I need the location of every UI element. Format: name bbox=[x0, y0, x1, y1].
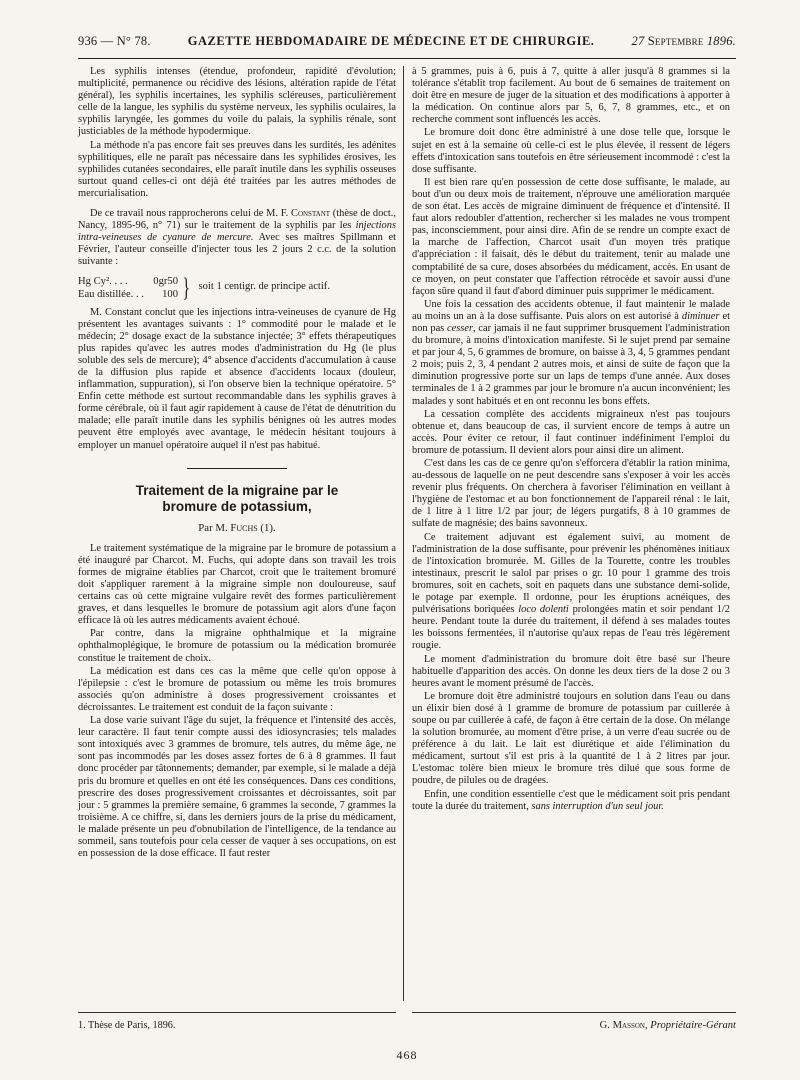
paragraph: Le bromure doit donc être administré à une dose telle que, lorsque le sujet en est à la semaine où celle-ci est le plus élevée, il ressent de légers effets d'intoxication sans toutefois en être sérieusement incommodé : c'est la dose suffisante. bbox=[412, 127, 730, 175]
footnote-rule bbox=[78, 1012, 396, 1013]
date-day: 27 bbox=[631, 34, 645, 48]
date-year: 1896. bbox=[706, 34, 736, 48]
text-run: (thèse de doct., Nancy, 1895-96, n° 71) sur le traitement de la syphilis par les bbox=[78, 208, 396, 232]
byline bbox=[78, 522, 396, 534]
brace-glyph: } bbox=[182, 272, 190, 302]
paragraph: La dose varie suivant l'âge du sujet, la fréquence et l'intensité des accès, leur caractère. Il faut tenir compte aussi des idiosyncrasies; tels malades sont intoxiqués avec 3 grammes de bromure, tels autres, du même âge, ne sont pas incommodés par les doses assez fortes de 6 à 8 grammes. Il faut donc procéder par tâtonnements; demander, par exemple, si le malade a déjà pris du bromure et quelles en ont été les conséquences. Dans ces conditions, prescrire des doses progressivement croissantes et décroissantes, soit par jour : 5 grammes la première semaine, 6 grammes la seconde, 7 grammes la troisième. A ce chiffre, si, dans les derniers jours de la prise du médicament, le malade présente un peu d'obnubilation de l'intelligence, de la tendance au sommeil, sans toutefois pour cela cesser de vaquer à ses occupations, on est en possession de la dose efficace. Il faut rester bbox=[78, 715, 396, 860]
issue-date bbox=[632, 34, 736, 49]
paragraph bbox=[412, 299, 730, 408]
italic-run: diminuer bbox=[681, 310, 720, 322]
publisher-signature bbox=[412, 1020, 736, 1031]
section-title-line: Traitement de la migraine par le bbox=[135, 482, 339, 498]
text-run: De ce travail nous rapprocherons celui de M. F. bbox=[90, 208, 292, 220]
journal-title: GAZETTE HEBDOMADAIRE DE MÉDECINE ET DE CHIRURGIE. bbox=[187, 34, 595, 48]
text-run: , car jamais il ne faut supprimer brusquement l'administration du bromure, à moins d'intoxication manifeste. Si le sujet prend par semaine et par jour 4, 5, 6 grammes de bromure, on baisse à 3, 4, 5 grammes pendant 2 mois; puis 2, 3, 4 pendant 2 autres mois, et ainsi de suite de façon que la diminution progressive porte sur un laps de temps d'une année. Aux doses terminales de 1 à 2 grammes par jour le bromure n'a aucun inconvénient; les malades y sont habitués et en ont reconnu les bons effets. bbox=[412, 322, 730, 407]
italic-run: cesser bbox=[447, 322, 473, 334]
signature-rule bbox=[412, 1012, 736, 1013]
italic-run: loco dolenti bbox=[518, 604, 569, 616]
section-separator bbox=[187, 468, 287, 469]
text-run: Une fois la cessation des accidents obtenue, il faut maintenir le malade au moins un an à la dose suffisante. Puis alors on est autorisé à bbox=[412, 298, 730, 322]
paragraph: Les syphilis intenses (étendue, profondeur, rapidité d'évolution; multiplicité, permanence ou récidive des lésions, altération rapide de l'état général), les syphilis incertaines, les syphilis scléreuses, particulièrement celle de la langue, les syphilis du système nerveux, les syphilis oculaires, la syphilis laryngée, les gommes du voile du palais, la syphilis rénale, sont justiciables de la méthode hypodermique. bbox=[78, 66, 396, 138]
text-run: Ce traitement adjuvant est également suivi, au moment de l'administration de la dose suffisante, pour prévenir les phénomènes initiaux de l'intoxication bromurée. M. Gilles de la Tourette, contre les troubles intestinaux, prescrit le salol par prises o gr. 10 pour 1 gramme des trois bromures, soit en cachets, soit en paquets dans une substance demi-solide, le potage par exemple. Il ordonne, pour les éruptions acnéiques, des pulvérisations boriquées bbox=[412, 531, 730, 616]
text-run: et non pas bbox=[412, 310, 730, 334]
right-column bbox=[412, 66, 730, 813]
left-column bbox=[78, 66, 396, 860]
byline-prefix: Par M. bbox=[198, 521, 231, 534]
page-number: 936 — N° 78. bbox=[78, 34, 151, 48]
paragraph: La cessation complète des accidents migraineux n'est pas toujours obtenue et, dans beaucoup de cas, il survient encore de temps à autre un accès. Pour éviter ce retour, il faut continuer indéfiniment l'emploi du bromure de potassium. Il devient alors pour ainsi dire un aliment. bbox=[412, 408, 730, 456]
formula-line bbox=[78, 275, 178, 288]
section-title-line: bromure de potassium, bbox=[162, 498, 312, 514]
text-run: Avec ses maîtres Spillmann et Février, l'auteur conseille d'injecter tous les 2 jours 2 c.c. de la solution suivante : bbox=[78, 232, 396, 268]
running-header bbox=[78, 34, 736, 56]
footnote-ref: (1). bbox=[257, 521, 276, 534]
ingredient-qty: 0gr50 bbox=[153, 275, 178, 287]
formula-note: soit 1 centigr. de principe actif. bbox=[198, 281, 330, 293]
ingredient-name: Eau distillée. bbox=[78, 288, 134, 300]
paragraph: Par contre, dans la migraine ophthalmique et la migraine ophthalmoplégique, le bromure de potassium ou la médication bromurée constitue le traitement de choix. bbox=[78, 628, 396, 664]
signature-name: G. Masson, bbox=[599, 1020, 648, 1031]
signature-role: Propriétaire-Gérant bbox=[647, 1020, 736, 1031]
journal-page bbox=[78, 34, 736, 1062]
text-columns bbox=[78, 66, 736, 1062]
formula-line bbox=[78, 288, 178, 301]
leader-dots: . . bbox=[135, 288, 144, 300]
paragraph: Le moment d'administration du bromure doit être basé sur l'heure habituelle d'apparition des accès. On donne les deux tiers de la dose 2 ou 3 heures avant le moment présumé de l'accès. bbox=[412, 653, 730, 689]
paragraph bbox=[412, 532, 730, 653]
date-month: Septembre bbox=[647, 34, 704, 48]
footnote: 1. Thèse de Paris, 1896. bbox=[78, 1020, 176, 1031]
paragraph: Le traitement systématique de la migraine par le bromure de potassium a été inauguré par Charcot. M. Fuchs, qui adopte dans son travail les trois formes de migraine établies par Charcot, croit que le traitement bromuré doit s'appliquer rarement à la migraine simple non douloureuse, sauf certains cas où cette migraine vulgaire revêt des formes particulièrement graves, et dans lesquelles le bromure de potassium agit alors d'une façon efficace là où les autres médicaments avaient échoué. bbox=[78, 542, 396, 627]
paragraph: La médication est dans ces cas la même que celle qu'on oppose à l'épilepsie : c'est le bromure de potassium ou même les trois bromures associés qu'on administre à doses progressivement croissantes et décroissantes. Le traitement est conduit de la façon suivante : bbox=[78, 665, 396, 713]
paragraph bbox=[412, 789, 730, 813]
folio-number: 468 bbox=[396, 1048, 418, 1062]
paragraph bbox=[78, 208, 396, 268]
leader-dots: . . . bbox=[114, 275, 128, 287]
paragraph: Le bromure doit être administré toujours en solution dans l'eau ou dans un élixir bien dosé à 1 gramme de bromure de potassium par cuillerée à soupe ou par cuillerée à café, de façon à être certain de la dose. On mélange la solution bromurée, au moment d'être prise, à un verre d'eau sucrée ou de préférence à du lait. Le lait est diurétique et aide l'élimination du médicament, surtout s'il est pris à la quantité de 1 à 2 litres par jour. L'estomac tolère bien mieux le bromure très dilué que sous forme de poudre, de pilules ou de dragées. bbox=[412, 690, 730, 787]
italic-run: sans interruption d'un seul jour. bbox=[531, 800, 664, 812]
text-run: Enfin, une condition essentielle c'est que le médicament soit pris pendant toute la durée du traitement, bbox=[412, 788, 730, 812]
paragraph: Il est bien rare qu'en possession de cette dose suffisante, le malade, au bout d'un ou deux mois de traitement, n'éprouve une amélioration marquée de son état. Les accès de migraine diminuent de fréquence et d'intensité. Il faut alors redoubler d'attention, rechercher si les malades ne vous trompent pas, inconsciemment, pour ainsi dire. Afin de se rendre un compte exact de la marche de l'affection, Charcot usait d'un moyen très pratique d'appréciation : il faisait, dès le début du traitement, tenir au malade une comptabilité de sa cure, doses absorbées du médicament, accès. En usant de ce moyen, on peut constater que l'affection rétrocède et savoir aussi d'une façon sûre quand il faut d'abord diminuer puis supprimer le médicament. bbox=[412, 176, 730, 297]
formula-lines bbox=[78, 275, 178, 301]
byline-author: Fuchs bbox=[230, 521, 258, 534]
ingredient-name: Hg Cy². bbox=[78, 275, 112, 287]
prescription-formula bbox=[78, 272, 396, 302]
paragraph: C'est dans les cas de ce genre qu'on s'efforcera d'établir la ration minima, au-dessous de laquelle on ne peut descendre sans s'exposer à voir les accès revenir plus fréquents. On cherchera à favoriser l'élimination en veillant à l'hygiène de l'estomac et au bon fonctionnement de l'appareil rénal : le lait, de 1 litre à 1 litre 1/2 par jour; de légers purgatifs, 8 à 10 grammes de sulfate de magnésie; des bains savonneux. bbox=[412, 458, 730, 530]
ingredient-qty: 100 bbox=[162, 288, 178, 300]
italic-run: injections intra-veineuses de cyanure de mercure. bbox=[78, 220, 396, 244]
paragraph: La méthode n'a pas encore fait ses preuves dans les surdités, les adénites syphilitiques, elle ne paraît pas nécessaire dans les syphilides érosives, les syphilides cutanées secondaires, elle paraît inutile dans les syphilis osseuses surtout quand celles-ci ont déjà été traitées par les autres méthodes de mercurialisation. bbox=[78, 139, 396, 199]
section-title bbox=[78, 483, 396, 515]
paragraph: à 5 grammes, puis à 6, puis à 7, quitte à aller jusqu'à 8 grammes si la tolérance s'établit trop facilement. Au bout de 6 semaines de traitement on doit être en mesure de juger de la situation et des modifications à apporter à la médication. On continue alors par 5, 6, 7, 8 grammes, etc., et on recherche comment sont influencés les accès. bbox=[412, 66, 730, 126]
header-rule bbox=[78, 58, 736, 59]
paragraph: M. Constant conclut que les injections intra-veineuses de cyanure de Hg présentent les avantages suivants : 1° commodité pour le malade et le médecin; 2° dosage exact de la substance injectée; 3° effets thérapeutiques plus rapides qu'avec les autres modes d'administration du Hg (le plus soluble des sels de mercure); 4° absence d'accidents d'accumulation à cause de la diffusion plus rapide et absence d'accidents locaux (douleur, inflammation, suppuration), si l'on observe bien la technique opératoire. 5° Enfin cette méthode est surtout recommandable dans les syphilis graves à forme cérébrale, où il faut agir rapidement à cause de l'état de dénutrition du malade; elle paraît inutile dans les syphilis bénignes où les autres modes peuvent être employés avec avantage, le médecin hésitant toujours à employer un manuel opératoire auquel il n'est pas habitué. bbox=[78, 306, 396, 451]
column-divider bbox=[403, 66, 404, 1001]
author-name: Constant bbox=[291, 208, 331, 220]
text-run: prolongées matin et soir pendant 1/2 heure. Pendant toute la durée du traitement, il défend à ses malades toutes les boissons fermentées, il n'autorise qu'aux repas de l'eau très légèrement rougie. bbox=[412, 604, 730, 652]
